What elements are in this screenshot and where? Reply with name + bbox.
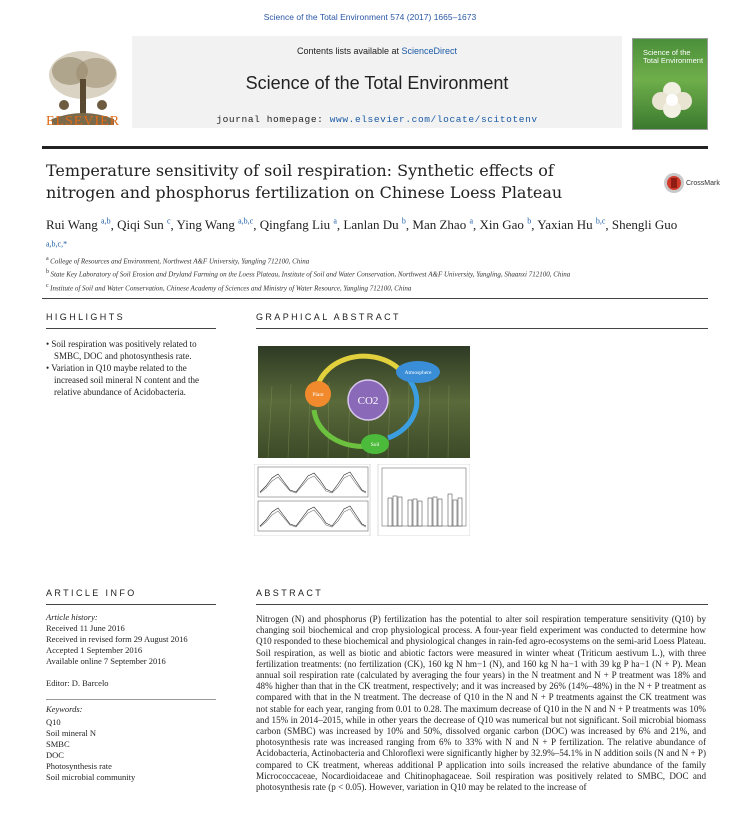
abstract-text: Nitrogen (N) and phosphorus (P) fertilization has the potential to alter soil respiration temperature sensitivity (Q10) by changing soil biochemical and crop physiological process. A four-year field experiment was conducted to determine how Q10 responded to these biochemical and physiological changes in rain-fed agro-ecosystems on the semi-arid Loess Plateau. Soil respiration, as well as biotic and abiotic factors were measured in winter wheat (Triticum aestivum L.), with three fertilization treatments: (no fertilization (CK), 160 kg N hm−1 (N), and 160 kg N ha−1 with 39 kg P ha−1 (N + P). Mean annual soil respiration rate (calculated by averaging the four years) in the N treatment and N + P treatment was 18% and 48% higher than that in the CK treatment, respectively; and it was increased by 26% (14%–48%) in the N + P treatment as compared with that in the N treatment. The decrease of Q10 in the N and N + P treatments against the CK treatment was not stable for each year, ranging from 0.01 to 0.28. The maximum decrease of Q10 in the N and N + P treatments was 10% and 15% in 2014–2015, while in other years the decrease of Q10 was numerical but not significant. Soil microbial biomass carbon (SMBC) was increased by 10% and 50%, dissolved organic carbon (DOC) was increased by 6% and 21%, and photosynthesis rate was increased ranging from 6% to 33% with N and N + P fertilization. The relative abundance of Acidobacteria, Actinobacteria and Chloroflexi were significantly higher by 32.9%–54.1% in N addition soils (N and N + P) compared to CK treatment, whereas additional P application into soils increased the relative abundance of the family Micrococcaceae, Nocardioidaceae and Chitinophagaceae. Soil respiration was positively related to SMBC, DOC and photosynthesis rate (p < 0.05). However, variation in Q10 may be related to the increase of (256, 614, 707, 793)
article-title: Temperature sensitivity of soil respiration: Synthetic effects of nitrogen and phosphorus fertilization on Chinese Loess Plateau (46, 161, 563, 202)
affiliation-item: $^b$ State Key Laboratory of Soil Erosion and Dryland Farming on the Loess Plateau, Institute of Soil and Water Conservation, Northwest A&F University, Yangling, Shaanxi 712100, China (46, 269, 571, 279)
journal-title: Science of the Total Environment (245, 73, 509, 93)
author-name[interactable]: Man Zhao $^a$ (412, 217, 474, 233)
author-name[interactable]: Shengli Guo $^{a,b,c,*}$ (46, 217, 678, 249)
cover-title: Science of the Total Environment (643, 48, 704, 65)
cover-flower-graphic (649, 79, 695, 119)
abstract-heading: ABSTRACT (256, 588, 324, 598)
author-affiliation-marker[interactable]: a (469, 217, 474, 226)
homepage-prefix: journal homepage: (216, 114, 330, 125)
journal-cover-thumbnail[interactable] (632, 38, 708, 130)
keywords-list (46, 717, 216, 783)
journal-masthead (42, 36, 708, 132)
atmosphere-node-label: Atmosphere (404, 370, 432, 376)
author-name[interactable]: Rui Wang $^{a,b}$ (46, 217, 111, 233)
keyword-item: Q10 (46, 717, 61, 727)
article-info-rule (46, 604, 216, 605)
history-accepted: Accepted 1 September 2016 (46, 645, 143, 655)
affiliation-list (46, 254, 706, 294)
contents-prefix: Contents lists available at (296, 46, 402, 56)
crossmark-label: CrossMark (686, 180, 720, 187)
author-affiliation-marker[interactable]: c (166, 217, 171, 226)
plant-node-label: Plant (312, 392, 324, 398)
author-name[interactable]: Lanlan Du $^b$ (343, 217, 406, 233)
author-affiliation-marker[interactable]: a,b,c (238, 217, 254, 226)
article-info-heading: ARTICLE INFO (46, 588, 137, 598)
crossmark-badge[interactable] (664, 172, 724, 198)
highlight-item: • Variation in Q10 maybe related to the increased soil mineral N content and the relative abundance of Acidobacteria. (46, 362, 216, 398)
keyword-item: Soil mineral N (46, 728, 97, 738)
journal-citation[interactable]: Science of the Total Environment 574 (2017) 1665–1673 (263, 12, 477, 22)
author-name[interactable]: Yaxian Hu $^{b,c}$ (537, 217, 606, 233)
co2-label: CO2 (357, 395, 379, 407)
highlights-rule (46, 328, 216, 329)
affiliation-marker: b (46, 269, 51, 276)
contents-line (132, 46, 622, 56)
journal-homepage (132, 114, 622, 125)
author-affiliation-marker[interactable]: b (401, 217, 406, 226)
article-info-block (46, 612, 216, 783)
author-affiliation-marker[interactable]: b (527, 217, 532, 226)
history-online: Available online 7 September 2016 (46, 656, 166, 666)
graphical-abstract-heading: GRAPHICAL ABSTRACT (256, 312, 401, 322)
author-name[interactable]: Xin Gao $^b$ (479, 217, 532, 233)
sciencedirect-link[interactable]: ScienceDirect (401, 46, 458, 56)
crossmark-icon (664, 172, 684, 194)
keyword-item: Soil microbial community (46, 772, 136, 782)
affiliation-marker: a (46, 256, 51, 262)
keyword-item: SMBC (46, 739, 70, 749)
author-name[interactable]: Qiqi Sun $^c$ (117, 217, 171, 233)
keyword-item: DOC (46, 750, 64, 760)
author-name[interactable]: Ying Wang $^{a,b,c}$ (176, 217, 254, 233)
homepage-link[interactable]: www.elsevier.com/locate/scitotenv (329, 114, 538, 125)
history-revised: Received in revised form 29 August 2016 (46, 634, 188, 644)
history-received: Received 11 June 2016 (46, 623, 125, 633)
author-name[interactable]: Qingfang Liu $^a$ (259, 217, 337, 233)
highlights-heading: HIGHLIGHTS (46, 312, 126, 322)
keyword-item: Photosynthesis rate (46, 761, 112, 771)
masthead-banner (132, 36, 622, 128)
affiliation-item: $^a$ College of Resources and Environment, Northwest A&F University, Yangling 712100, China (46, 256, 310, 266)
header-divider (42, 146, 708, 149)
author-affiliation-marker[interactable]: b,c (595, 217, 606, 226)
publisher-wordmark: ELSEVIER (45, 114, 121, 129)
graphical-abstract-figure[interactable] (258, 346, 470, 458)
article-history-label: Article history: (46, 612, 98, 622)
highlight-item: • Soil respiration was positively related to SMBC, DOC and photosynthesis rate. (46, 338, 216, 362)
highlights-list (46, 338, 216, 398)
author-affiliation-marker[interactable]: a,b,c,* (46, 239, 68, 249)
section-divider (42, 298, 708, 299)
author-affiliation-marker[interactable]: a,b (101, 217, 111, 226)
graphical-abstract-charts (254, 464, 470, 536)
abstract-rule (256, 604, 708, 605)
affiliation-item: $^c$ Institute of Soil and Water Conservation, Chinese Academy of Sciences and Ministry of Water Resource, Yangling 712100, China (46, 282, 412, 292)
affiliation-marker: c (46, 282, 51, 289)
soil-node-label: Soil (370, 442, 380, 448)
author-list: Rui Wang $^{a,b}$, Qiqi Sun $^c$, Ying Wang $^{a,b,c}$, Qingfang Liu $^a$, Lanlan Du $^b$, Man Zhao $^a$, Xin Gao $^b$, Yaxian Hu $^{b,c}$, Shengli Guo $^{a,b,c,*}$ (46, 212, 686, 257)
author-affiliation-marker[interactable]: a (333, 217, 337, 226)
editor-line: Editor: D. Barcelo (46, 678, 109, 688)
graphical-abstract-rule (256, 328, 708, 329)
keywords-label: Keywords: (46, 699, 216, 715)
